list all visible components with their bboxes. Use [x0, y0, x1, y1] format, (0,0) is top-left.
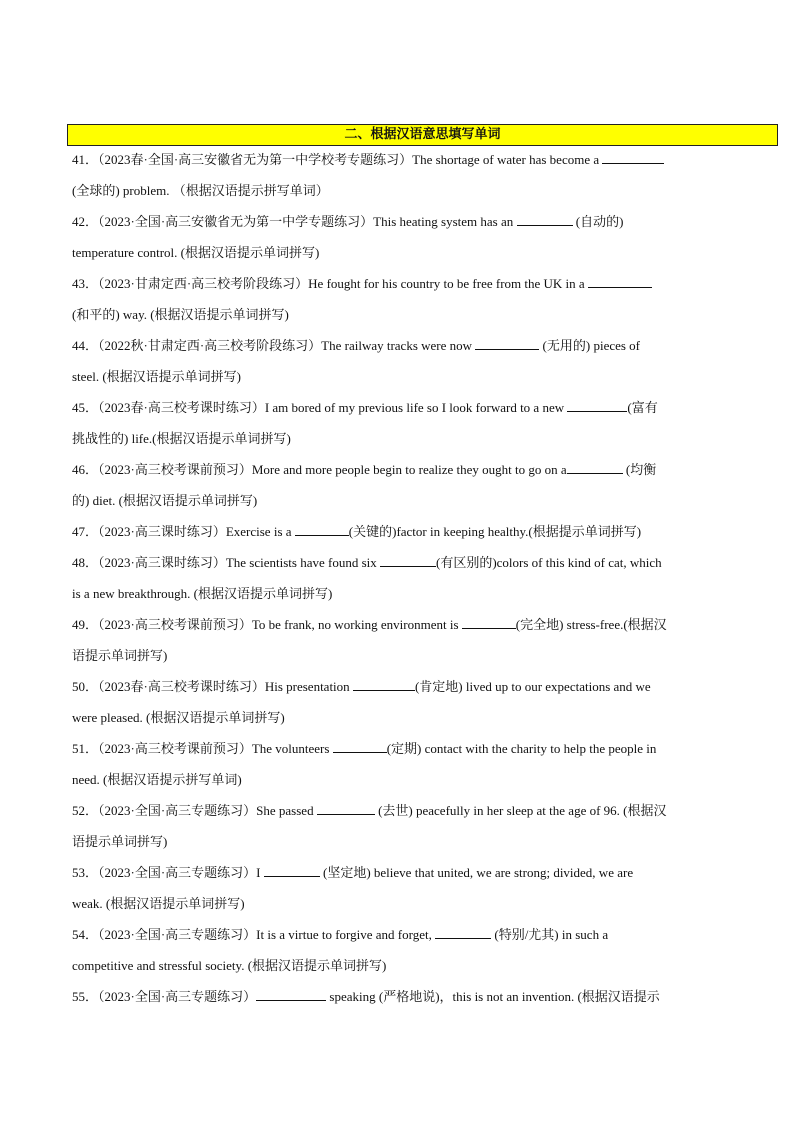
- question-text: steel. (根据汉语提示单词拼写): [72, 369, 241, 384]
- question-text: 42．（2023·全国·高三安徽省无为第一中学专题练习）This heating system has an: [72, 214, 517, 229]
- question-line: [72, 150, 722, 169]
- question-item: [72, 739, 722, 789]
- question-text: competitive and stressful society. (根据汉语提示单词拼写): [72, 958, 387, 973]
- question-text: (全球的) problem. （根据汉语提示拼写单词）: [72, 183, 329, 198]
- question-line: [72, 708, 722, 727]
- question-line: [72, 801, 722, 820]
- question-text: 44．（2022秋·甘肃定西·高三校考阶段练习）The railway tracks were now: [72, 338, 476, 353]
- question-list: [72, 150, 722, 1018]
- question-text: 51．（2023·高三校考课前预习）The volunteers: [72, 741, 333, 756]
- question-text: need. (根据汉语提示拼写单词): [72, 772, 242, 787]
- question-text: speaking (严格地说)，this is not an invention. (根据汉语提示: [326, 989, 660, 1004]
- answer-blank[interactable]: [380, 553, 436, 567]
- question-line: [72, 429, 722, 448]
- question-text: is a new breakthrough. (根据汉语提示单词拼写): [72, 586, 333, 601]
- question-line: [72, 491, 722, 510]
- question-line: [72, 553, 722, 572]
- question-text: 52．（2023·全国·高三专题练习）She passed: [72, 803, 317, 818]
- question-text: 45．（2023春·高三校考课时练习）I am bored of my previous life so I look forward to a new: [72, 400, 568, 415]
- answer-blank[interactable]: [353, 677, 415, 691]
- question-text: 43．（2023·甘肃定西·高三校考阶段练习）He fought for his country to be free from the UK in a: [72, 276, 588, 291]
- question-text: (和平的) way. (根据汉语提示单词拼写): [72, 307, 289, 322]
- question-line: [72, 925, 722, 944]
- question-item: [72, 460, 722, 510]
- question-line: [72, 274, 722, 293]
- question-text: weak. (根据汉语提示单词拼写): [72, 896, 245, 911]
- question-item: [72, 801, 722, 851]
- question-line: [72, 677, 722, 696]
- question-text: 48．（2023·高三课时练习）The scientists have found six: [72, 555, 380, 570]
- question-item: [72, 863, 722, 913]
- question-text: 47．（2023·高三课时练习）Exercise is a: [72, 524, 295, 539]
- question-line: [72, 894, 722, 913]
- question-text: (无用的) pieces of: [539, 338, 641, 353]
- question-text: (均衡: [622, 462, 657, 477]
- question-line: [72, 770, 722, 789]
- answer-blank[interactable]: [295, 522, 349, 536]
- question-item: [72, 987, 722, 1006]
- question-item: [72, 677, 722, 727]
- question-item: [72, 150, 722, 200]
- answer-blank[interactable]: [475, 336, 539, 350]
- question-item: [72, 553, 722, 603]
- question-text: (特别/尤其) in such a: [491, 927, 609, 942]
- question-text: 挑战性的) life.(根据汉语提示单词拼写): [72, 431, 291, 446]
- answer-blank[interactable]: [435, 925, 491, 939]
- question-text: 的) diet. (根据汉语提示单词拼写): [72, 493, 258, 508]
- answer-blank[interactable]: [517, 212, 573, 226]
- question-line: [72, 212, 722, 231]
- question-line: [72, 398, 722, 417]
- question-text: (关键的)factor in keeping healthy.(根据提示单词拼写): [348, 524, 642, 539]
- question-text: (肯定地) lived up to our expectations and we: [414, 679, 651, 694]
- question-text: (富有: [627, 400, 658, 415]
- question-text: temperature control. (根据汉语提示单词拼写): [72, 245, 320, 260]
- question-text: 55．（2023·全国·高三专题练习）: [72, 989, 257, 1004]
- question-line: [72, 460, 722, 479]
- question-item: [72, 212, 722, 262]
- question-item: [72, 274, 722, 324]
- answer-blank[interactable]: [602, 150, 664, 164]
- question-text: (完全地) stress-free.(根据汉: [515, 617, 667, 632]
- answer-blank[interactable]: [588, 274, 652, 288]
- question-text: (去世) peacefully in her sleep at the age of 96. (根据汉: [374, 803, 667, 818]
- question-line: [72, 987, 722, 1006]
- question-line: [72, 336, 722, 355]
- question-text: (有区别的)colors of this kind of cat, which: [436, 555, 662, 570]
- question-text: 53．（2023·全国·高三专题练习）I: [72, 865, 264, 880]
- answer-blank[interactable]: [567, 398, 627, 412]
- question-line: [72, 305, 722, 324]
- question-line: [72, 832, 722, 851]
- question-item: [72, 398, 722, 448]
- question-item: [72, 522, 722, 541]
- question-text: were pleased. (根据汉语提示单词拼写): [72, 710, 285, 725]
- question-line: [72, 739, 722, 758]
- question-line: [72, 367, 722, 386]
- answer-blank[interactable]: [333, 739, 387, 753]
- question-line: [72, 522, 722, 541]
- question-text: 46．（2023·高三校考课前预习）More and more people begin to realize they ought to go on a: [72, 462, 567, 477]
- question-text: (坚定地) believe that united, we are strong; divided, we are: [319, 865, 634, 880]
- question-item: [72, 336, 722, 386]
- answer-blank[interactable]: [264, 863, 320, 877]
- section-title: 二、根据汉语意思填写单词: [67, 124, 778, 146]
- question-text: (自动的): [572, 214, 624, 229]
- question-text: 50．（2023春·高三校考课时练习）His presentation: [72, 679, 353, 694]
- question-line: [72, 863, 722, 882]
- answer-blank[interactable]: [567, 460, 623, 474]
- question-text: 49．（2023·高三校考课前预习）To be frank, no working environment is: [72, 617, 462, 632]
- question-line: [72, 584, 722, 603]
- question-item: [72, 615, 722, 665]
- question-line: [72, 181, 722, 200]
- question-line: [72, 243, 722, 262]
- answer-blank[interactable]: [317, 801, 375, 815]
- question-text: (定期) contact with the charity to help the people in: [386, 741, 657, 756]
- question-item: [72, 925, 722, 975]
- question-line: [72, 956, 722, 975]
- question-line: [72, 615, 722, 634]
- answer-blank[interactable]: [256, 987, 326, 1001]
- question-text: 语提示单词拼写): [72, 648, 168, 663]
- question-line: [72, 646, 722, 665]
- question-text: 41．（2023春·全国·高三安徽省无为第一中学校考专题练习）The shortage of water has become a: [72, 152, 603, 167]
- question-text: 语提示单词拼写): [72, 834, 168, 849]
- answer-blank[interactable]: [462, 615, 516, 629]
- question-text: 54．（2023·全国·高三专题练习）It is a virtue to forgive and forget,: [72, 927, 436, 942]
